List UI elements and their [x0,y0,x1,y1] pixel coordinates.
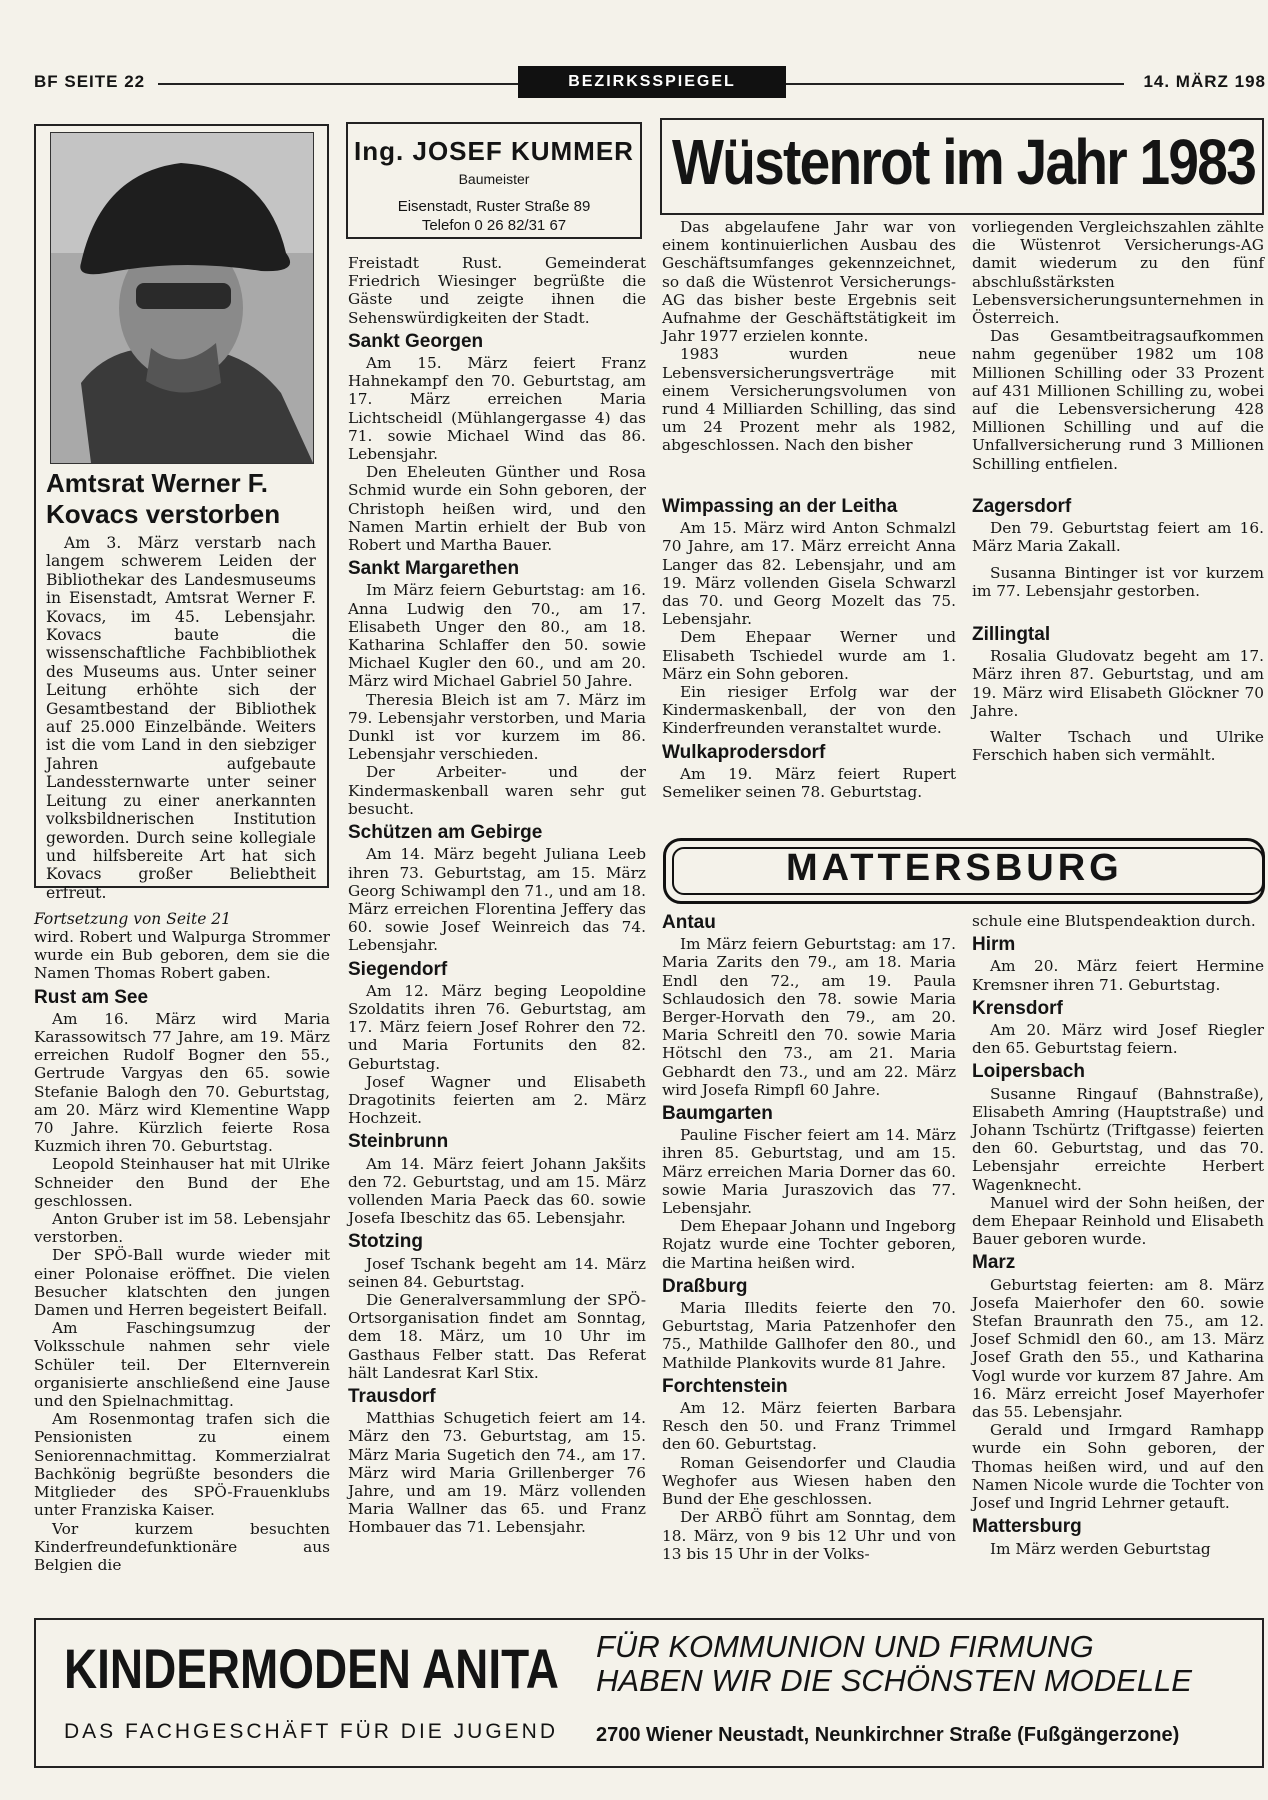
section-heading: Wulkaprodersdorf [662,741,826,763]
section-heading: Sankt Margarethen [348,558,520,580]
ad-kummer [346,122,642,239]
section-heading: Hirm [972,934,1016,956]
ad-headline [596,1630,1192,1698]
section-title: BEZIRKSSPIEGEL [568,73,736,90]
section-heading: Forchtenstein [662,1375,788,1397]
paragraph: Das Gesamtbeitragsaufkommen nahm gegenüber 1982 um 108 Millionen Schilling oder 33 Prozent auf 431 Millionen Schilling zu, wobei auf die Lebensversicherung 428 Millionen Schilling und auf die Unfallversicherung rund 3 Millionen Schilling entfielen. [972,327,1264,473]
ad-headline-line-1: FÜR KOMMUNION UND FIRMUNG [596,1629,1094,1664]
ad-company-name: Ing. JOSEF KUMMER [354,136,634,166]
section-heading: Rust am See [34,986,149,1008]
paragraph: Der Arbeiter- und der Kindermaskenball waren sehr gut besucht. [348,763,646,818]
paragraph: Am Rosenmontag trafen sich die Pensionisten zu einem Seniorennachmittag. Kommerzialrat Bachkönig begrüßte besonders die Mitglieder des SPÖ-Frauenklubs unter Franziska Kaiser. [34,1410,330,1520]
ad-slogan: DAS FACHGESCHÄFT FÜR DIE JUGEND [64,1720,558,1743]
paragraph: Der SPÖ-Ball wurde wieder mit einer Polonaise eröffnet. Die vielen Besucher klatschten den jungen Damen und Herren begeistert Beifall. [34,1246,330,1320]
section-heading: Marz [972,1252,1016,1274]
paragraph: Am Faschingsumzug der Volksschule nahmen sehr viele Schüler teil. Der Elternverein organisierte anschließend eine Jause und den Spielnachmittag. [34,1319,330,1411]
paragraph: Walter Tschach und Ulrike Ferschich haben sich vermählt. [972,728,1264,765]
section-heading: Baumgarten [662,1103,773,1125]
ad-shop-name: KINDERMODEN ANITA [64,1637,559,1700]
paragraph: Rosalia Gludovatz begeht am 17. März ihren 87. Geburtstag, und am 19. März wird Elisabeth Glöckner 70 Jahre. [972,647,1264,720]
paragraph: Gerald und Irmgard Ramhapp wurde ein Sohn geboren, der Thomas heißen wird, und auf den Namen Nicole wurde die Tochter von Josef und Ingrid Lehrner getauft. [972,1421,1264,1513]
mattersburg-banner [663,838,1265,904]
paragraph: Im März feiern Geburtstag: am 17. Maria Zarits den 79., am 18. Maria Endl den 72., am 19. Paula Schlaudosich den 78. sowie Maria Berger-Horvath den 79., am 20. Maria Schreitl den 70. sowie Maria Hötschl den 73., am 21. Maria Gebhardt den 73., und am 22. März wird Josefa Rimpfl 60 Jahre. [662,935,956,1099]
section-heading: Stotzing [348,1231,423,1253]
paragraph: Am 12. März feierten Barbara Resch den 50. und Franz Trimmel den 60. Geburtstag. [662,1399,956,1454]
paragraph: Josef Wagner und Elisabeth Dragotinits feierten am 2. März Hochzeit. [348,1072,646,1128]
paragraph: Am 12. März beging Leopoldine Szoldatits ihren 76. Geburtstag, am 17. März feiern Josef Rohrer den 72. und Maria Fortunits den 82. Geburtstag. [348,981,646,1073]
paragraph: Maria Illedits feierte den 70. Geburtstag, Maria Patzenhofer den 75., Mathilde Gallhofer den 80., und Mathilde Plankovits wurde 81 Jahre. [662,1299,956,1372]
paragraph: Den Eheleuten Günther und Rosa Schmid wurde ein Sohn geboren, der Christoph heißen wird, und den Namen Martin erhielt der Bub von Robert und Martha Bauer. [348,463,646,555]
paragraph: Matthias Schugetich feiert am 14. März den 73. Geburtstag, am 15. März Maria Sugetich den 74., am 17. März wird Maria Grillenberger 76 Jahre, und am 19. März vollenden Maria Wallner das 65. und Franz Hombauer das 71. Lebensjahr. [348,1409,646,1537]
paragraph: Josef Tschank begeht am 14. März seinen 84. Geburtstag. [348,1254,646,1291]
paragraph: Anton Gruber ist im 58. Lebensjahr verstorben. [34,1210,330,1247]
paragraph: Susanna Bintinger ist vor kurzem im 77. Lebensjahr gestorben. [972,563,1264,600]
paragraph: Roman Geisendorfer und Claudia Weghofer aus Wiesen haben den Bund der Ehe geschlossen. [662,1453,956,1509]
section-heading: Antau [662,912,716,933]
section-heading: Sankt Georgen [348,330,484,352]
paragraph: Manuel wird der Sohn heißen, der dem Ehepaar Reinhold und Elisabeth Bauer geboren wurde. [972,1193,1264,1249]
paragraph: Leopold Steinhauser hat mit Ulrike Schneider den Bund der Ehe geschlossen. [34,1155,330,1210]
paragraph: Dem Ehepaar Johann und Ingeborg Rojatz wurde eine Tochter geboren, die Martina heißen wird. [662,1217,956,1272]
column-2 [348,254,646,1537]
paragraph: Pauline Fischer feiert am 14. März ihren 85. Geburtstag, und am 15. März erreichen Maria Dorner das 60. sowie Maria Juraszovich das 77. Lebensjahr. [662,1126,956,1218]
paragraph: Am 16. März wird Maria Karassowitsch 77 Jahre, am 19. März erreichen Rudolf Bogner den 55., Gertrude Vargyas den 65. sowie Stefanie Balogh den 70. Geburtstag, am 20. März wird Klementine Wapp 70 Jahre. Kürzlich feierte Rosa Kuzmich ihren 70. Geburtstag. [34,1009,330,1156]
paragraph: Der ARBÖ führt am Sonntag, dem 18. März, von 9 bis 12 Uhr und von 13 bis 15 Uhr in der Volks- [662,1508,956,1563]
column-3 [662,492,956,801]
page-number: BF SEITE 22 [34,72,146,91]
paragraph: Am 20. März feiert Hermine Kremsner ihren 71. Geburtstag. [972,957,1264,994]
paragraph: Den 79. Geburtstag feiert am 16. März Maria Zakall. [972,519,1264,556]
section-heading: Krensdorf [972,997,1063,1019]
intro-paragraph: Freistadt Rust. Gemeinderat Friedrich Wiesinger begrüßte die Gäste und zeigte ihnen die Sehenswürdigkeiten der Stadt. [348,254,646,327]
obituary-headline: Amtsrat Werner F. Kovacs verstorben [46,468,281,529]
wuestenrot-headline: Wüstenrot im Jahr 1983 [672,126,1256,198]
column-1-text [34,928,330,1574]
paragraph: Am 20. März wird Josef Riegler den 65. Geburtstag feiern. [972,1021,1264,1058]
paragraph: Am 14. März feiert Johann Jakšits den 72. Geburtstag, und am 15. März vollenden Maria Paeck das 60. sowie Josefa Ibeschitz das 65. Lebensjahr. [348,1154,646,1228]
column-1 [34,910,330,1574]
paragraph: Am 19. März feiert Rupert Semeliker seinen 78. Geburtstag. [662,764,956,802]
portrait-photo [50,132,314,464]
wuestenrot-left [662,218,956,455]
header-rule-right [786,83,1124,85]
wuestenrot-right [972,218,1264,473]
obituary-body [46,534,316,902]
paragraph: Im März werden Geburtstag [990,1539,1211,1558]
section-heading: Wimpassing an der Leitha [662,496,898,517]
section-heading: Zillingtal [972,624,1051,646]
ad-address: 2700 Wiener Neustadt, Neunkirchner Straße (Fußgängerzone) [596,1724,1180,1746]
section-heading: Loipersbach [972,1061,1085,1083]
section-heading: Steinbrunn [348,1131,449,1153]
paragraph: Im März feiern Geburtstag: am 16. Anna Ludwig den 70., am 17. Elisabeth Unger den 80., am 18. Katharina Schlaffer den 50. sowie Michael Kugler den 60., und am 20. März wird Michael Gabriel 50 Jahre. [348,581,646,691]
section-heading: Siegendorf [348,958,448,980]
header-rule-left [158,83,518,85]
issue-date: 14. MÄRZ 198 [1143,72,1266,91]
district-title: MATTERSBURG [786,847,1123,889]
ad-anita [34,1618,1264,1768]
paragraph: Ein riesiger Erfolg war der Kindermaskenball, der von den Kinderfreunden veranstaltet wurde. [662,683,956,738]
paragraph: Am 14. März begeht Juliana Leeb ihren 73. Geburtstag, am 15. März Georg Schiwampl den 71., und am 18. März erreichen Florentina Jeffery das 60. sowie Josef Weinreich das 74. Lebensjahr. [348,845,646,955]
continuation-note: Fortsetzung von Seite 21 [34,910,232,928]
portrait-illustration [51,133,313,463]
section-heading: Trausdorf [348,1385,436,1407]
obituary-paragraph: Am 3. März verstarb nach langem schwerem Leiden der Bibliothekar des Landesmuseums in Eisenstadt, Amtsrat Werner F. Kovacs, im 45. Lebensjahr. Kovacs baute die wissenschaftliche Fachbibliothek des Museums aus. Unter seiner Leitung erhöhte sich der Gesamtbestand der Bibliothek auf 25.000 Einzelbände. Weiters ist die vom Land in den siebziger Jahren aufgebaute Landessternwarte unter seiner Leitung zu einer anerkannten volksbildnerischen Institution geworden. Durch seine kollegiale und hilfsbereite Art hat sich Kovacs großer Beliebtheit erfreut. [46,534,316,902]
ad-phone: Telefon 0 26 82/31 67 [421,217,567,234]
paragraph: 1983 wurden neue Lebensversicherungsverträge mit einem Versicherungsvolumen von rund 4 Milliarden Schilling, das sind um 24 Prozent mehr als 1982, abgeschlossen. Nach den bisher [662,345,956,455]
section-heading: Draßburg [662,1275,748,1297]
mattersburg-right [972,912,1264,1558]
ad-job-title: Baumeister [458,171,530,187]
paragraph: Geburtstag feierten: am 8. März Josefa Maierhofer den 60. sowie Stefan Braunrath den 75., am 12. Josef Schmidl den 60., am 13. März Josef Grath den 55., und Katharina Vogl wurde vor kurzem 87 Jahre. Am 16. März erreicht Josef Mayerhofer das 55. Lebensjahr. [972,1275,1264,1422]
paragraph: vorliegenden Vergleichszahlen zählte die Wüstenrot Versicherungs-AG damit wiederum zu den fünf abschlußstärksten Lebensversicherungsunternehmen in Österreich. [972,218,1264,328]
intro-paragraph: wird. Robert und Walpurga Strommer wurde ein Bub geboren, dem sie die Namen Thomas Robert gaben. [34,928,330,983]
paragraph: Das abgelaufene Jahr war von einem kontinuierlichen Ausbau des Geschäftsumfanges gekennzeichnet, so daß die Wüstenrot Versicherungs-AG das bisher beste Ergebnis seit Aufnahme der Geschäftstätigkeit im Jahr 1977 erzielen konnte. [662,218,956,346]
section-banner [518,66,786,98]
intro-paragraph: schule eine Blutspendeaktion durch. [972,912,1256,930]
paragraph: Am 15. März feiert Franz Hahnekampf den 70. Geburtstag, am 17. März erreichen Maria Lichtscheidl (Mühlangergasse 4) das 71. sowie Michael Wind das 86. Lebensjahr. [348,354,646,464]
column-4 [972,492,1264,764]
mattersburg-left [662,908,956,1563]
ad-address: Eisenstadt, Ruster Straße 89 [397,198,591,215]
paragraph: Am 15. März wird Anton Schmalzl 70 Jahre, am 17. März erreicht Anna Langer das 82. Lebensjahr, und am 19. März vollenden Gisela Schwarzl das 70. und Georg Mozelt das 75. Lebensjahr. [662,519,956,629]
section-heading: Schützen am Gebirge [348,822,543,844]
section-heading: Mattersburg [972,1516,1082,1538]
paragraph: Theresia Bleich ist am 7. März im 79. Lebensjahr verstorben, und Maria Dunkl ist vor kurzem im 86. Lebensjahr verschieden. [348,690,646,764]
paragraph: Dem Ehepaar Werner und Elisabeth Tschiedel wurde am 1. März ein Sohn geboren. [662,628,956,683]
section-heading: Zagersdorf [972,496,1072,517]
paragraph: Susanne Ringauf (Bahnstraße), Elisabeth Amring (Hauptstraße) und Johann Tschürtz (Triftgasse) feierten den 60. Geburtstag, und das 70. Lebensjahr erreichte Herbert Wagenknecht. [972,1084,1264,1194]
ad-headline-line-2: HABEN WIR DIE SCHÖNSTEN MODELLE [596,1663,1192,1698]
paragraph: Die Generalversammlung der SPÖ-Ortsorganisation findet am Sonntag, dem 18. März, um 10 Uhr im Gasthaus Felber statt. Das Referat hält Landesrat Karl Stix. [348,1290,646,1382]
paragraph: Vor kurzem besuchten Kinderfreundefunktionäre aus Belgien die [34,1519,330,1574]
